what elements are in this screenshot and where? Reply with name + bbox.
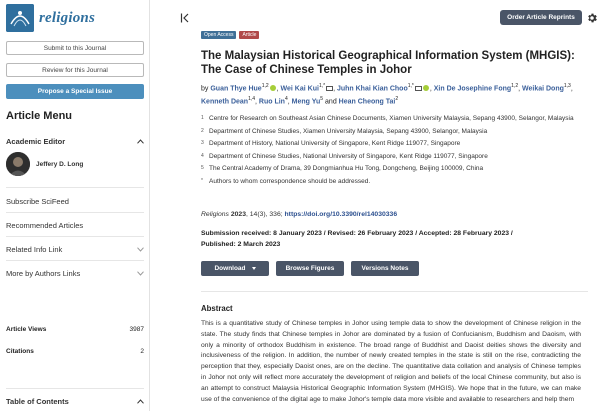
affiliation-item [201, 177, 596, 187]
affiliation-item [201, 164, 596, 174]
chevron-up-icon [136, 138, 144, 146]
affil-text: The Central Academy of Drama, 39 Dongmianhua Hu Tong, Dongcheng, Beijing 100009, China [209, 165, 484, 172]
author-affil: 5 [320, 96, 324, 103]
doi-link[interactable]: https://doi.org/10.3390/rel14030336 [284, 211, 398, 218]
affil-number: 3 [201, 140, 204, 146]
editor-name: Jeffery D. Long [36, 160, 84, 168]
abstract-text: This is a quantitative study of Chinese temples in Johor using temple data to show the development of Chinese religion in the state. The study finds that Chinese temples in Johor are dominated by a fusion of Confucianism, Buddhism and Daoism, with only a minority of orthodox Buddhism in existence. The broad range of Buddhist and Daoist deities shows the diversity and inclusiveness of the religion. In addition, the number of newly created temples in the state is still on the rise, contradicting the perception that they, especially Daoist ones, are on the decline. The quantitative data collation and analysis of Chinese temples in Johor not only will reflect more accurately the development of religion and beliefs of the local Chinese community, but also is an attempt to construct Malaysia Historical Geographic Information System (MHGIS). We hope that in the future, we can make use of the convenience of the digital age to make Johor's temple data more visible and available to researchers and help them [201, 320, 581, 403]
author-link[interactable]: Hean Cheong Tai [338, 98, 396, 106]
table-of-contents-toggle[interactable] [6, 397, 144, 406]
sidebar [0, 0, 150, 411]
affil-number: * [201, 177, 203, 184]
affiliation-item [201, 114, 596, 124]
affil-number: 1 [201, 115, 204, 121]
mail-icon[interactable] [415, 86, 422, 91]
related-label: Related Info Link [6, 245, 63, 254]
citations [6, 348, 144, 355]
download-label: Download [214, 265, 246, 272]
author-link[interactable]: Ruo Lin [258, 98, 285, 106]
journal-logo[interactable] [6, 3, 146, 33]
logo-icon [6, 4, 34, 32]
subscribe-label: Subscribe SciFeed [6, 197, 69, 206]
author-link[interactable]: Juhn Khai Kian Choo [336, 85, 408, 93]
author-affil: 1,* [407, 83, 414, 89]
author-list: by Guan Thye Hue$^{1,2}$ , Wei Kai Kui$^{1,*}$ , Juhn Khai Kian Choo$^{1,*}$ , Xin De Josephine Fong$^{1,2}$, Weikai Dong$^{1,3}$, Kenneth Dean$^{1,4}$, Ruo Lin$^4$, Meng Yu$^5$ and Hean Cheong Tai$^2$ [201, 83, 573, 106]
divider [6, 236, 144, 237]
journal-name: Religions [201, 211, 229, 218]
recommended-label: Recommended Articles [6, 221, 84, 230]
affil-text: Authors to whom correspondence should be addressed. [209, 177, 371, 185]
affil-text: Department of History, National University of Singapore, Kent Ridge 119077, Singapore [209, 140, 461, 147]
citations-label: Citations [6, 348, 34, 355]
article-menu-title: Article Menu [6, 110, 73, 122]
title-line-2: The Case of Chinese Temples in Johor [201, 64, 412, 76]
views-value: 3987 [129, 326, 144, 333]
subscribe-scifeed-link[interactable] [6, 197, 144, 206]
logo-text: religions [39, 9, 95, 26]
chevron-down-icon [136, 246, 144, 254]
divider [6, 260, 144, 261]
by-label: by [201, 85, 209, 93]
author-affil: 4 [284, 96, 288, 103]
affiliation-item [201, 127, 596, 137]
article-actions [201, 261, 419, 276]
affiliation-item [201, 139, 596, 149]
affil-text: Centre for Research on Southeast Asian Chinese Documents, Xiamen University Malaysia, Sepang 43900, Selangor, Malaysia [209, 115, 574, 122]
avatar [6, 152, 30, 176]
publication-dates [201, 229, 591, 250]
author-affil: 1,4 [248, 96, 256, 103]
affil-number: 5 [201, 165, 204, 171]
chevron-up-icon [136, 398, 144, 406]
abstract-heading: Abstract [201, 304, 233, 313]
author-affil: 1,2 [261, 83, 269, 89]
mail-icon[interactable] [326, 86, 333, 91]
divider [6, 187, 144, 188]
divider [6, 388, 144, 389]
browse-figures-button[interactable]: Browse Figures [276, 261, 344, 276]
affiliation-item [201, 152, 596, 162]
author-affil: 1,2 [511, 83, 519, 89]
recommended-articles-link[interactable] [6, 221, 144, 230]
divider [201, 291, 588, 292]
article-tags [201, 31, 259, 39]
author-affil: 2 [395, 96, 399, 103]
author-link[interactable]: Wei Kai Kui [280, 85, 319, 93]
gear-icon[interactable] [586, 11, 598, 23]
more-by-authors-toggle[interactable] [6, 269, 144, 278]
dates-line-2: Published: 2 March 2023 [201, 240, 281, 248]
review-button[interactable]: Review for this Journal [6, 63, 144, 77]
chevron-down-icon [136, 270, 144, 278]
citations-value: 2 [140, 348, 144, 355]
propose-special-issue-button[interactable]: Propose a Special Issue [6, 84, 144, 99]
divider [6, 212, 144, 213]
affiliation-list [201, 114, 596, 189]
author-link[interactable]: Meng Yu [291, 98, 321, 106]
orcid-icon[interactable] [270, 85, 276, 91]
affil-text: Department of Chinese Studies, National University of Singapore, Kent Ridge 119077, Singapore [209, 152, 488, 160]
citation-volume: , 14(3), 336; [245, 211, 283, 218]
affil-number: 2 [201, 127, 204, 134]
collapse-sidebar-icon[interactable] [180, 11, 190, 23]
download-button[interactable] [201, 261, 269, 276]
and-label: and [325, 98, 337, 106]
author-link[interactable]: Xin De Josephine Fong [433, 85, 512, 93]
article-views [6, 326, 144, 333]
views-label: Article Views [6, 326, 47, 333]
author-link[interactable]: Weikai Dong [522, 85, 564, 93]
toc-label: Table of Contents [6, 397, 69, 406]
academic-editor-toggle[interactable] [6, 137, 144, 146]
open-access-badge: Open Access [201, 31, 236, 39]
academic-editor[interactable] [6, 152, 83, 176]
author-affil: 1,* [318, 83, 326, 89]
article-title [201, 49, 581, 77]
versions-notes-button[interactable]: Versions Notes [351, 261, 419, 276]
submit-button[interactable]: Submit to this Journal [6, 41, 144, 55]
affil-text: Department of Chinese Studies, Xiamen University Malaysia, Sepang 43900, Selangor, Malaysia [209, 127, 488, 135]
article-type-badge: Article [239, 31, 259, 39]
orcid-icon[interactable] [423, 85, 429, 91]
affil-number: 4 [201, 152, 204, 159]
caret-down-icon [252, 267, 256, 270]
author-affil: 1,3 [563, 83, 571, 89]
related-info-toggle[interactable] [6, 245, 144, 254]
order-reprints-button[interactable]: Order Article Reprints [500, 10, 582, 25]
more-by-label: More by Authors Links [6, 269, 81, 278]
citation-year: 2023 [230, 211, 246, 218]
citation [201, 211, 397, 218]
dates-line-1: Submission received: 8 January 2023 / Revised: 26 February 2023 / Accepted: 28 February 2023 / [201, 230, 513, 237]
author-link[interactable]: Guan Thye Hue [210, 85, 262, 93]
author-link[interactable]: Kenneth Dean [201, 98, 249, 106]
academic-editor-label: Academic Editor [6, 137, 66, 146]
title-line-1: The Malaysian Historical Geographical Information System (MHGIS): [201, 50, 575, 62]
